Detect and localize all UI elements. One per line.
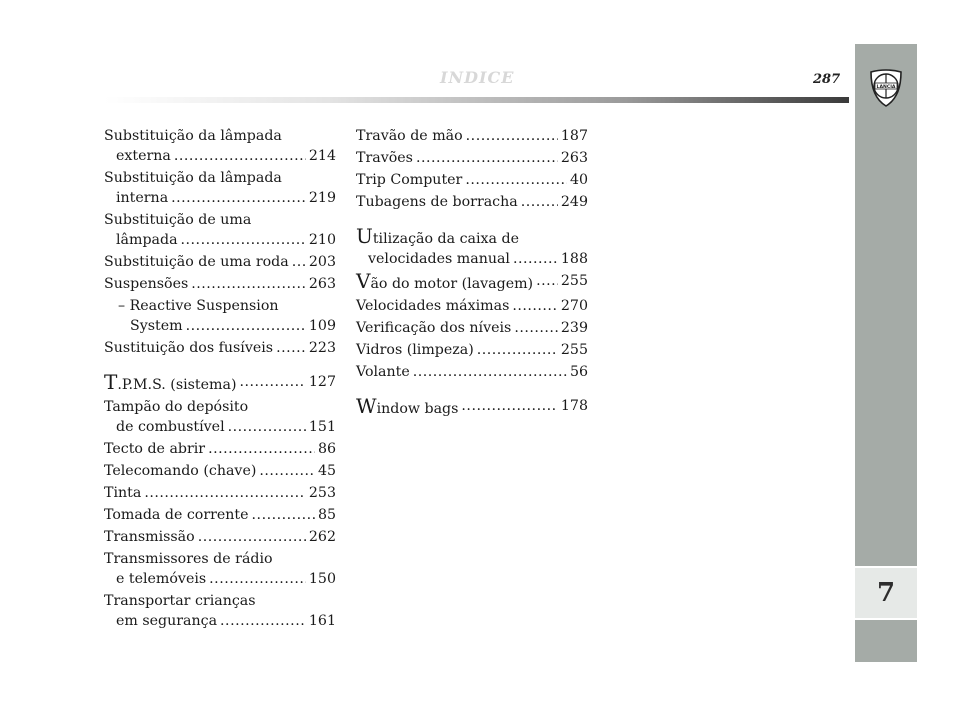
index-subentry[interactable]: – Reactive Suspension System ..... 109 bbox=[104, 296, 336, 336]
index-entry[interactable]: Tomada de corrente ..... 85 bbox=[104, 505, 336, 525]
section-initial-u: U bbox=[356, 224, 373, 248]
page-number: 287 bbox=[813, 72, 841, 87]
index-entry[interactable]: Transportar crianças em segurança ..... 161 bbox=[104, 591, 336, 631]
lancia-logo-icon bbox=[868, 68, 904, 108]
chapter-tab-bottom bbox=[855, 620, 917, 662]
index-entry[interactable]: Sustituição dos fusíveis ..... 223 bbox=[104, 338, 336, 358]
index-column-right bbox=[356, 126, 588, 421]
index-entry[interactable]: Substituição da lâmpada externa ..... 214 bbox=[104, 126, 336, 166]
index-entry[interactable]: Window bags ..... 178 bbox=[356, 396, 588, 419]
index-entry[interactable]: Tecto de abrir ..... 86 bbox=[104, 439, 336, 459]
chapter-tab bbox=[855, 44, 917, 566]
index-entry[interactable]: Tubagens de borracha ..... 249 bbox=[356, 192, 588, 212]
index-entry[interactable]: Vidros (limpeza) ..... 255 bbox=[356, 340, 588, 360]
index-entry[interactable]: Tampão do depósito de combustível ..... 151 bbox=[104, 397, 336, 437]
index-entry[interactable]: Travão de mão ..... 187 bbox=[356, 126, 588, 146]
index-entry[interactable]: Verificação dos níveis ..... 239 bbox=[356, 318, 588, 338]
section-initial-v: V bbox=[356, 269, 371, 293]
index-entry[interactable]: Transmissores de rádio e telemóveis ..... 150 bbox=[104, 549, 336, 589]
index-entry[interactable]: Suspensões ..... 263 bbox=[104, 274, 336, 294]
index-entry[interactable]: Substituição da lâmpada interna ..... 219 bbox=[104, 168, 336, 208]
section-initial-w: W bbox=[356, 394, 377, 418]
index-entry[interactable]: Telecomando (chave) ..... 45 bbox=[104, 461, 336, 481]
index-entry[interactable]: Vão do motor (lavagem) ..... 255 bbox=[356, 271, 588, 294]
index-column-left bbox=[104, 126, 336, 633]
chapter-number-box[interactable] bbox=[855, 568, 917, 618]
header-rule bbox=[104, 97, 849, 103]
index-entry[interactable]: Travões ..... 263 bbox=[356, 148, 588, 168]
index-entry[interactable]: Trip Computer ..... 40 bbox=[356, 170, 588, 190]
index-entry[interactable]: Transmissão ..... 262 bbox=[104, 527, 336, 547]
index-entry[interactable]: Velocidades máximas ..... 270 bbox=[356, 296, 588, 316]
index-entry[interactable]: Substituição de uma roda ..... 203 bbox=[104, 252, 336, 272]
svg-text:LANCIA: LANCIA bbox=[876, 85, 896, 90]
section-initial-t: T bbox=[104, 370, 118, 394]
index-entry[interactable]: Utilização da caixa de velocidades manual ..... 188 bbox=[356, 226, 588, 269]
index-entry[interactable]: Tinta ..... 253 bbox=[104, 483, 336, 503]
section-title: INDICE bbox=[440, 68, 515, 87]
chapter-number: 7 bbox=[876, 578, 896, 608]
index-entry[interactable]: Substituição de uma lâmpada ..... 210 bbox=[104, 210, 336, 250]
index-entry[interactable]: T.P.M.S. (sistema) ..... 127 bbox=[104, 372, 336, 395]
index-entry[interactable]: Volante ..... 56 bbox=[356, 362, 588, 382]
